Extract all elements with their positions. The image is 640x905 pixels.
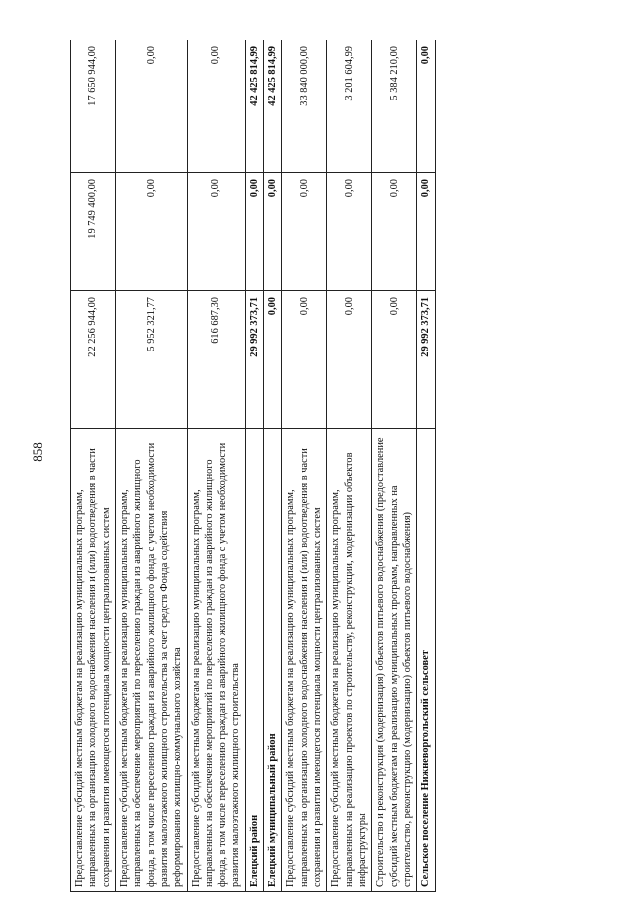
row-value-3: 5 384 210,00 bbox=[372, 40, 417, 173]
row-value-2: 0,00 bbox=[327, 173, 372, 291]
row-value-2: 0,00 bbox=[372, 173, 417, 291]
row-value-1: 616 687,30 bbox=[187, 291, 245, 429]
row-value-2: 0,00 bbox=[115, 173, 187, 291]
page-number: 858 bbox=[30, 442, 45, 462]
row-description: Сельское поселение Нижневоргольский сельсовет bbox=[417, 429, 435, 892]
table-row bbox=[417, 40, 435, 892]
table-row bbox=[264, 40, 282, 892]
row-value-2: 0,00 bbox=[282, 173, 327, 291]
table-frame bbox=[70, 40, 595, 892]
budget-table bbox=[70, 40, 436, 892]
table-row bbox=[245, 40, 263, 892]
row-value-3: 0,00 bbox=[115, 40, 187, 173]
row-description: Елецкий район bbox=[245, 429, 263, 892]
row-description: Предоставление субсидий местным бюджетам на реализацию муниципальных программ, направленных на организацию холодного водоснабжения населения и (или) водоотведения в части сохранения и развития имеющегося потенциала мощности централизованных систем bbox=[282, 429, 327, 892]
row-value-3: 0,00 bbox=[417, 40, 435, 173]
row-value-3: 33 840 000,00 bbox=[282, 40, 327, 173]
row-description: Предоставление субсидий местным бюджетам на реализацию муниципальных программ, направленных на обеспечение мероприятий по переселению граждан из аварийного жилищного фонда, в том числе переселению граждан из аварийного жилищного фонда с учетом необходимости развития малоэтажного жилищного строительства за счет средств Фонда содействия реформированию жилищно-коммунального хозяйства bbox=[115, 429, 187, 892]
row-description: Елецкий муниципальный район bbox=[264, 429, 282, 892]
table-row bbox=[282, 40, 327, 892]
row-value-3: 3 201 604,99 bbox=[327, 40, 372, 173]
row-value-3: 42 425 814,99 bbox=[245, 40, 263, 173]
table-row bbox=[115, 40, 187, 892]
row-description: Предоставление субсидий местным бюджетам на реализацию муниципальных программ, направленных на организацию холодного водоснабжения населения и (или) водоотведения в части сохранения и развития имеющегося потенциала мощности централизованных систем bbox=[71, 429, 116, 892]
table-row bbox=[71, 40, 116, 892]
row-value-1: 0,00 bbox=[264, 291, 282, 429]
table-row bbox=[187, 40, 245, 892]
row-value-2: 0,00 bbox=[245, 173, 263, 291]
row-value-1: 22 256 944,00 bbox=[71, 291, 116, 429]
row-value-1: 29 992 373,71 bbox=[245, 291, 263, 429]
row-description: Предоставление субсидий местным бюджетам на реализацию муниципальных программ, направленных на обеспечение мероприятий по переселению граждан из аварийного жилищного фонда, в том числе переселению граждан из аварийного жилищного фонда с учетом необходимости развития малоэтажного жилищного строительства bbox=[187, 429, 245, 892]
rotated-table-container bbox=[70, 40, 595, 892]
row-value-2: 0,00 bbox=[264, 173, 282, 291]
row-value-2: 0,00 bbox=[187, 173, 245, 291]
row-description: Строительство и реконструкция (модернизация) объектов питьевого водоснабжения (предоставление субсидий местным бюджетам на реализацию муниципальных программ, направленных на строительство, реконструкцию (модернизацию) объектов питьевого водоснабжения) bbox=[372, 429, 417, 892]
row-value-1: 0,00 bbox=[372, 291, 417, 429]
row-value-1: 0,00 bbox=[327, 291, 372, 429]
row-value-1: 29 992 373,71 bbox=[417, 291, 435, 429]
row-value-2: 19 749 400,00 bbox=[71, 173, 116, 291]
table-row bbox=[327, 40, 372, 892]
row-value-3: 42 425 814,99 bbox=[264, 40, 282, 173]
row-value-3: 17 650 944,00 bbox=[71, 40, 116, 173]
row-description: Предоставление субсидий местным бюджетам на реализацию муниципальных программ, направленных на реализацию проектов по строительству, реконструкции, модернизации объектов инфраструктуры bbox=[327, 429, 372, 892]
row-value-3: 0,00 bbox=[187, 40, 245, 173]
row-value-2: 0,00 bbox=[417, 173, 435, 291]
row-value-1: 0,00 bbox=[282, 291, 327, 429]
row-value-1: 5 952 321,77 bbox=[115, 291, 187, 429]
table-row bbox=[372, 40, 417, 892]
